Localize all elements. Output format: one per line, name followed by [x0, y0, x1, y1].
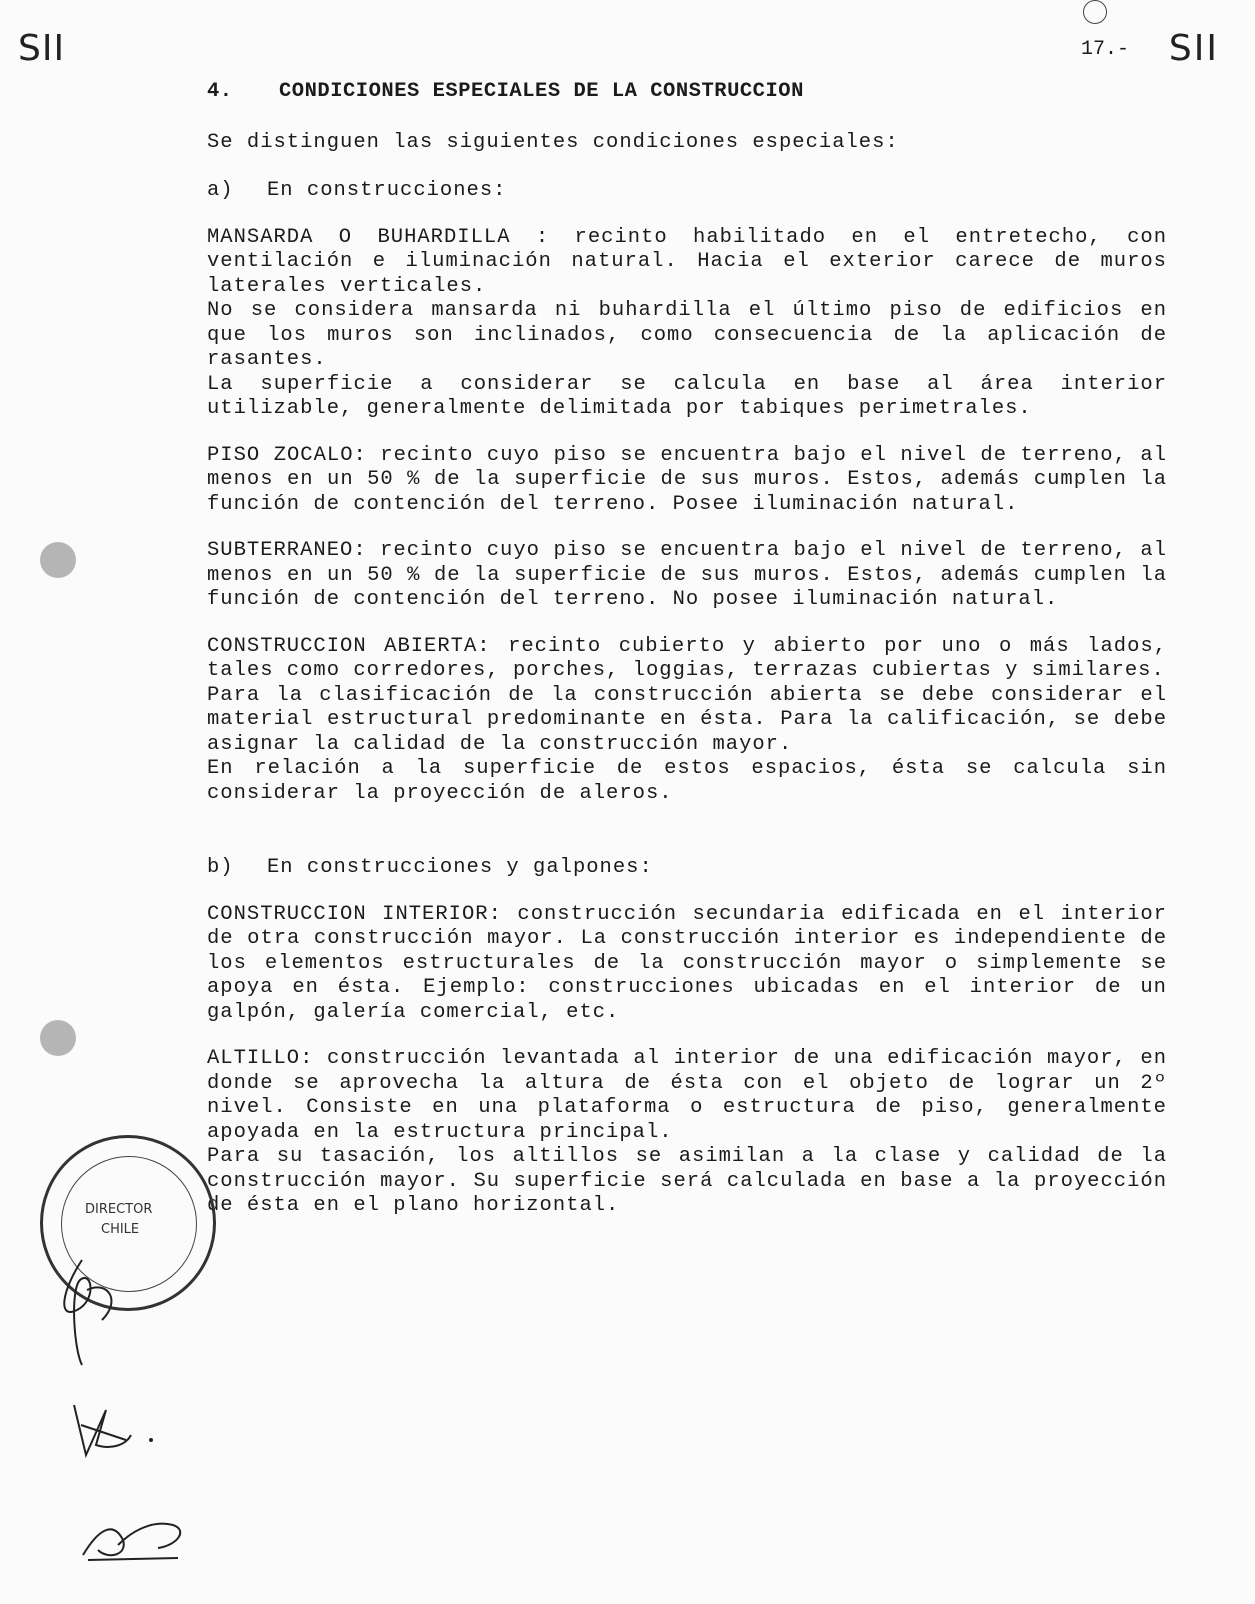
- paragraph-line: MANSARDA O BUHARDILLA : recinto habilitado en el entretecho, con ventilación e iluminación natural. Hacia el exterior carece de muros laterales verticales.: [207, 225, 1167, 298]
- stamp-text: DIRECTOR: [85, 1202, 153, 1217]
- page-number: 17.-: [1080, 38, 1129, 61]
- paragraph-line: Para la clasificación de la construcción abierta se debe considerar el material estructural predominante en ésta. Para la calificación, se debe asignar la calidad de la construcción mayor.: [207, 683, 1167, 756]
- subsection-b-heading: [207, 856, 1167, 881]
- punch-hole: [40, 1020, 76, 1056]
- signature-3: [78, 1510, 198, 1570]
- signature-1: [52, 1250, 132, 1370]
- paragraph-construccion-abierta: [207, 635, 1167, 807]
- subsection-title: En construcciones y galpones:: [267, 856, 653, 879]
- section-heading: [207, 80, 1167, 105]
- sii-stamp-right: SII: [1168, 28, 1219, 69]
- paragraph-line: No se considera mansarda ni buhardilla el último piso de edificios en que los muros son inclinados, como consecuencia de la aplicación de rasantes.: [207, 299, 1167, 371]
- signature-2: [66, 1395, 156, 1465]
- subsection-label: b): [207, 856, 234, 879]
- subsection-a-heading: [207, 179, 1167, 204]
- subsection-title: En construcciones:: [267, 179, 507, 202]
- sii-stamp-left: SII: [18, 28, 66, 69]
- section-number: 4.: [207, 80, 233, 103]
- paragraph-altillo: [207, 1047, 1167, 1219]
- paragraph-line: En relación a la superficie de estos espacios, ésta se calcula sin considerar la proyección de aleros.: [207, 757, 1167, 805]
- paragraph-line: PISO ZOCALO: recinto cuyo piso se encuentra bajo el nivel de terreno, al menos en un 50 % de la superficie de sus muros. Estos, además cumplen la función de contención del terreno. Posee iluminación natural.: [207, 443, 1167, 516]
- paragraph-line: SUBTERRANEO: recinto cuyo piso se encuentra bajo el nivel de terreno, al menos en un 50 % de la superficie de sus muros. Estos, además cumplen la función de contención del terreno. No posee iluminación natural.: [207, 539, 1167, 611]
- paragraph-line: CONSTRUCCION INTERIOR: construcción secundaria edificada en el interior de otra construcción mayor. La construcción interior es independiente de los elementos estructurales de la construcción mayor o simplemente se apoya en ésta. Ejemplo: construcciones ubicadas en el interior de un galpón, galería comercial, etc.: [207, 902, 1167, 1024]
- paragraph-piso-zocalo: [207, 444, 1167, 518]
- subsection-label: a): [207, 179, 234, 202]
- section-intro: Se distinguen las siguientes condiciones especiales:: [207, 130, 899, 154]
- section-title: CONDICIONES ESPECIALES DE LA CONSTRUCCION: [279, 80, 804, 103]
- punch-hole: [40, 542, 76, 578]
- stamp-text: CHILE: [101, 1222, 140, 1237]
- paragraph-line: ALTILLO: construcción levantada al interior de una edificación mayor, en donde se aprovecha la altura de ésta con el objeto de lograr un 2º nivel. Consiste en una plataforma o estructura de piso, generalmente apoyada en la estructura principal.: [207, 1047, 1167, 1144]
- paragraph-line: Para su tasación, los altillos se asimilan a la clase y calidad de la construcción mayor. Su superficie será calculada en base a la proyección de ésta en el plano horizontal.: [207, 1145, 1167, 1217]
- paragraph-construccion-interior: [207, 903, 1167, 1026]
- document-body: [207, 80, 1167, 1219]
- handwritten-mark: [1083, 0, 1107, 24]
- paragraph-line: CONSTRUCCION ABIERTA: recinto cubierto y abierto por uno o más lados, tales como corredores, porches, loggias, terrazas cubiertas y similares.: [207, 634, 1167, 682]
- paragraph-mansarda: [207, 226, 1167, 422]
- paragraph-subterraneo: [207, 539, 1167, 613]
- paragraph-line: La superficie a considerar se calcula en base al área interior utilizable, generalmente delimitada por tabiques perimetrales.: [207, 372, 1167, 420]
